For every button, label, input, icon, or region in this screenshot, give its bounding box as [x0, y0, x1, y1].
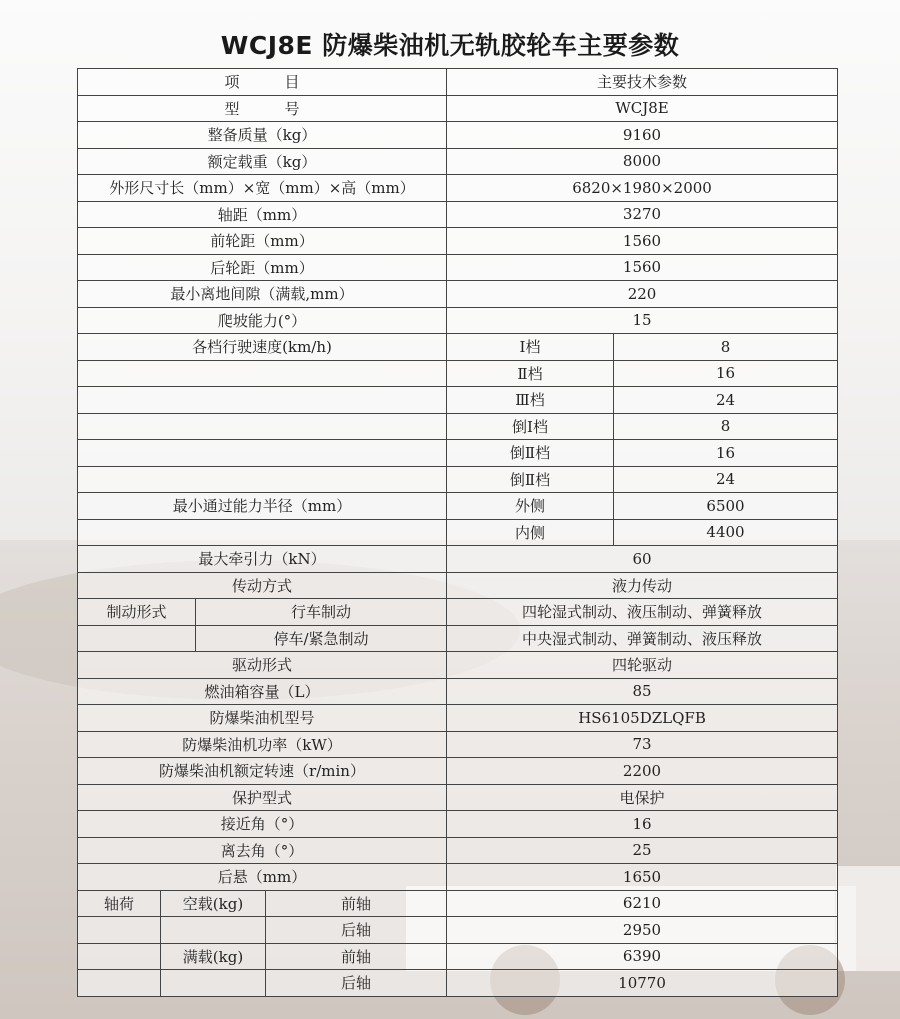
gear-label: 倒Ⅱ档	[447, 466, 614, 493]
table-row	[78, 201, 838, 228]
row-label: 接近角（°）	[78, 811, 447, 838]
axle-value: 6390	[447, 943, 838, 970]
speed-label: 各档行驶速度(km/h)	[78, 334, 447, 361]
radius-value: 6500	[614, 493, 838, 520]
brake-label: 制动形式	[78, 599, 196, 626]
row-label: 防爆柴油机额定转速（r/min）	[78, 758, 447, 785]
row-value: HS6105DZLQFB	[447, 705, 838, 732]
row-label: 燃油箱容量（L）	[78, 678, 447, 705]
empty-cell	[78, 413, 447, 440]
row-value: 85	[447, 678, 838, 705]
table-row	[78, 281, 838, 308]
empty-cell	[78, 387, 447, 414]
axle-value: 10770	[447, 970, 838, 997]
radius-row	[78, 493, 838, 520]
axle-load-type: 空载(kg)	[161, 890, 266, 917]
row-label: 轴距（mm）	[78, 201, 447, 228]
row-value: WCJ8E	[447, 95, 838, 122]
table-row	[78, 705, 838, 732]
row-value: 电保护	[447, 784, 838, 811]
gear-value: 24	[614, 387, 838, 414]
empty-cell	[78, 943, 161, 970]
table-row	[78, 731, 838, 758]
row-label: 前轮距（mm）	[78, 228, 447, 255]
row-value: 2200	[447, 758, 838, 785]
empty-cell	[161, 917, 266, 944]
radius-label: 最小通过能力半径（mm）	[78, 493, 447, 520]
speed-row	[78, 360, 838, 387]
table-row	[78, 652, 838, 679]
row-value: 6820×1980×2000	[447, 175, 838, 202]
axle-value: 2950	[447, 917, 838, 944]
row-value: 四轮驱动	[447, 652, 838, 679]
axle-load-type: 满载(kg)	[161, 943, 266, 970]
table-row	[78, 546, 838, 573]
spec-table	[77, 68, 838, 997]
table-row	[78, 122, 838, 149]
axle-position: 前轴	[266, 890, 447, 917]
row-label: 传动方式	[78, 572, 447, 599]
row-value: 9160	[447, 122, 838, 149]
table-row	[78, 175, 838, 202]
row-value: 15	[447, 307, 838, 334]
row-label: 后悬（mm）	[78, 864, 447, 891]
radius-side: 内侧	[447, 519, 614, 546]
axle-position: 后轴	[266, 917, 447, 944]
table-row	[78, 254, 838, 281]
row-value: 3270	[447, 201, 838, 228]
axle-label: 轴荷	[78, 890, 161, 917]
row-label: 最大牵引力（kN）	[78, 546, 447, 573]
gear-label: Ⅲ档	[447, 387, 614, 414]
radius-value: 4400	[614, 519, 838, 546]
row-value: 73	[447, 731, 838, 758]
gear-label: 倒Ⅱ档	[447, 440, 614, 467]
table-row	[78, 864, 838, 891]
row-label: 额定载重（kg）	[78, 148, 447, 175]
truck-cab	[835, 865, 900, 972]
gear-value: 8	[614, 413, 838, 440]
brake-type: 行车制动	[196, 599, 447, 626]
table-header-row	[78, 69, 838, 96]
empty-cell	[78, 466, 447, 493]
empty-cell	[161, 970, 266, 997]
row-value: 1560	[447, 254, 838, 281]
table-row	[78, 572, 838, 599]
row-value: 8000	[447, 148, 838, 175]
table-row	[78, 228, 838, 255]
brake-row	[78, 625, 838, 652]
empty-cell	[78, 360, 447, 387]
table-row	[78, 811, 838, 838]
row-value: 16	[447, 811, 838, 838]
row-value: 1560	[447, 228, 838, 255]
axle-value: 6210	[447, 890, 838, 917]
gear-value: 24	[614, 466, 838, 493]
row-value: 25	[447, 837, 838, 864]
gear-value: 16	[614, 440, 838, 467]
empty-cell	[78, 917, 161, 944]
brake-value: 中央湿式制动、弹簧制动、液压释放	[447, 625, 838, 652]
row-value: 60	[447, 546, 838, 573]
row-label: 型 号	[78, 95, 447, 122]
row-label: 防爆柴油机型号	[78, 705, 447, 732]
gear-label: Ⅰ档	[447, 334, 614, 361]
empty-cell	[78, 519, 447, 546]
table-row	[78, 307, 838, 334]
header-value: 主要技术参数	[447, 69, 838, 96]
brake-value: 四轮湿式制动、液压制动、弹簧释放	[447, 599, 838, 626]
table-row	[78, 784, 838, 811]
row-label: 最小离地间隙（满载,mm）	[78, 281, 447, 308]
row-value: 1650	[447, 864, 838, 891]
table-row	[78, 148, 838, 175]
speed-row	[78, 413, 838, 440]
speed-row	[78, 466, 838, 493]
table-row	[78, 837, 838, 864]
row-label: 驱动形式	[78, 652, 447, 679]
brake-row	[78, 599, 838, 626]
brake-type: 停车/紧急制动	[196, 625, 447, 652]
row-value: 220	[447, 281, 838, 308]
table-row	[78, 95, 838, 122]
row-label: 爬坡能力(°）	[78, 307, 447, 334]
axle-position: 前轴	[266, 943, 447, 970]
gear-label: 倒Ⅰ档	[447, 413, 614, 440]
speed-row	[78, 334, 838, 361]
header-item: 项 目	[78, 69, 447, 96]
table-row	[78, 678, 838, 705]
empty-cell	[78, 440, 447, 467]
radius-side: 外侧	[447, 493, 614, 520]
page-title: WCJ8E 防爆柴油机无轨胶轮车主要参数	[220, 31, 680, 60]
row-label: 外形尺寸长（mm）×宽（mm）×高（mm）	[78, 175, 447, 202]
axle-position: 后轴	[266, 970, 447, 997]
axle-row	[78, 943, 838, 970]
empty-cell	[78, 625, 196, 652]
gear-label: Ⅱ档	[447, 360, 614, 387]
row-label: 离去角（°）	[78, 837, 447, 864]
row-label: 保护型式	[78, 784, 447, 811]
axle-row	[78, 970, 838, 997]
speed-row	[78, 440, 838, 467]
axle-row	[78, 917, 838, 944]
row-label: 整备质量（kg）	[78, 122, 447, 149]
row-value: 液力传动	[447, 572, 838, 599]
gear-value: 16	[614, 360, 838, 387]
table-row	[78, 758, 838, 785]
gear-value: 8	[614, 334, 838, 361]
row-label: 防爆柴油机功率（kW）	[78, 731, 447, 758]
axle-row	[78, 890, 838, 917]
row-label: 后轮距（mm）	[78, 254, 447, 281]
radius-row	[78, 519, 838, 546]
empty-cell	[78, 970, 161, 997]
speed-row	[78, 387, 838, 414]
